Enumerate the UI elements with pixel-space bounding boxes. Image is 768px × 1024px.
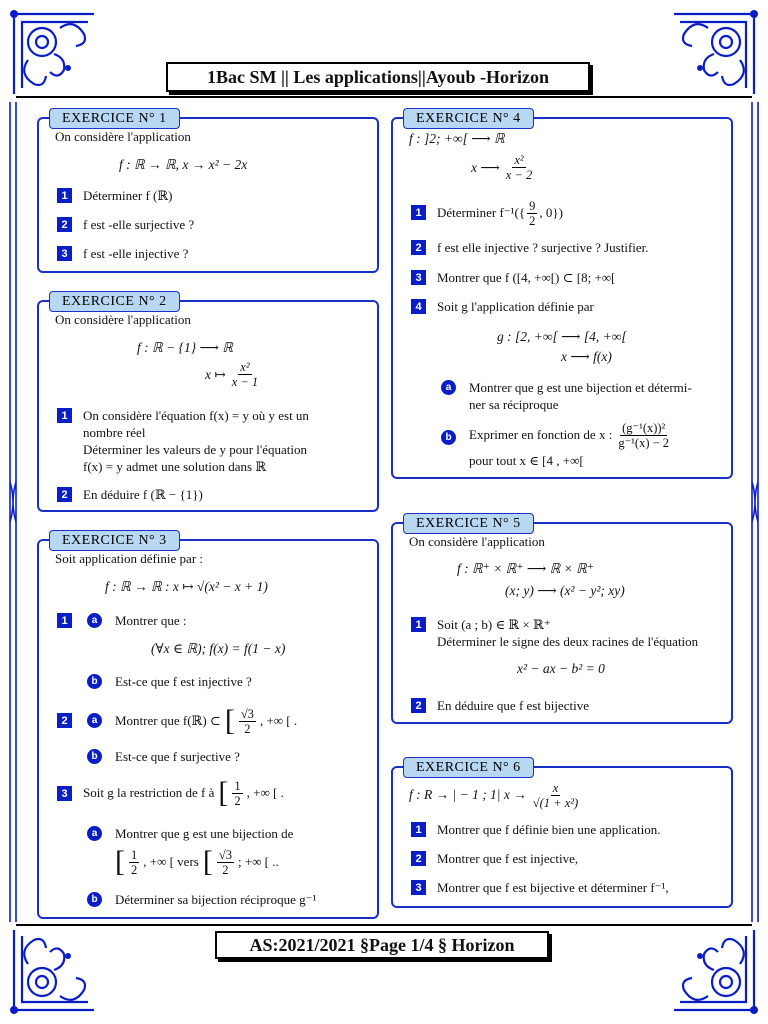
ex4-q2-text: f est elle injective ? surjective ? Justifier. [437, 240, 649, 255]
ex3-q3-post: , +∞ [ . [246, 785, 284, 800]
ex5-formula-line2: (x; y) ⟶ (x² − y²; xy) [505, 583, 625, 598]
ex3-q3a-num1: 1 [131, 847, 138, 862]
ex3-q1a-marker: a [87, 613, 102, 628]
ex5-q1-equation: x² − ax − b² = 0 [517, 661, 605, 676]
exercise-5-box [391, 515, 733, 724]
ex6-fraction [531, 781, 580, 810]
ex4-qb-fraction [616, 421, 671, 450]
ex3-intro: Soit application définie par : [55, 551, 204, 566]
ex4-q1-pre: Déterminer f⁻¹({ [437, 205, 526, 220]
ex1-intro: On considère l'application [55, 129, 191, 144]
corner-ornament-bottom-right [668, 924, 760, 1016]
ex4-formula-line1: f : ]2; +∞[ ⟶ ℝ [409, 131, 505, 146]
ex4-qb-den: g⁻¹(x) − 2 [618, 435, 670, 450]
exercise-2-box [37, 293, 379, 512]
ex4-formula-line2 [471, 153, 534, 182]
ex3-q3a-line1: Montrer que g est une bijection de [115, 826, 294, 841]
ex2-item-2-text: En déduire f (ℝ − {1}) [83, 487, 203, 502]
ex2-item-1-line4: f(x) = y admet une solution dans ℝ [83, 459, 267, 474]
ex6-formula-pre: f : R → | − 1 ; 1| x → [409, 787, 527, 802]
ex3-q3-bracket: [ [218, 776, 229, 809]
ex3-q3a-den2: 2 [222, 862, 229, 877]
ex3-q2a-pre: Montrer que f(ℝ) ⊂ [115, 713, 221, 728]
ex3-q3b-marker: b [87, 892, 102, 907]
ex3-q3a-mid: , +∞ [ vers [143, 854, 199, 869]
exercise-1-box [37, 110, 379, 273]
ex6-item-2-text: Montrer que f est injective, [437, 851, 579, 866]
exercise-4-tag: EXERCICE N° 4 [403, 108, 534, 129]
exercise-1-tag: EXERCICE N° 1 [49, 108, 180, 129]
ex3-q3-num: 1 [234, 778, 241, 793]
ex1-item-1-number: 1 [57, 188, 72, 203]
ex2-formula-line1: f : ℝ − {1} ⟶ ℝ [137, 340, 233, 355]
ex4-q2-number: 2 [411, 240, 426, 255]
ex2-item-2-number: 2 [57, 487, 72, 502]
ex5-q1-line1: Soit (a ; b) ∈ ℝ × ℝ⁺ [437, 617, 551, 632]
ex6-item-2-number: 2 [411, 851, 426, 866]
corner-ornament-top-right [668, 8, 760, 100]
exercise-6-box [391, 759, 733, 908]
ex1-item-2-number: 2 [57, 217, 72, 232]
ex3-q1b-text: Est-ce que f est injective ? [115, 674, 252, 689]
ex5-q1-number: 1 [411, 617, 426, 632]
ex4-q1-num: 9 [529, 198, 536, 213]
ex3-q3a-end: ; +∞ [ .. [237, 854, 279, 869]
ex6-item-1-number: 1 [411, 822, 426, 837]
ex5-formula-line1: f : ℝ⁺ × ℝ⁺ ⟶ ℝ × ℝ⁺ [457, 561, 594, 576]
ex3-q3b-text: Déterminer sa bijection réciproque g⁻¹ [115, 892, 317, 907]
ex2-formula2-left: x ↦ [205, 366, 226, 382]
exercise-5-tag: EXERCICE N° 5 [403, 513, 534, 534]
exercise-3-box [37, 532, 379, 919]
corner-ornament-bottom-left [8, 924, 100, 1016]
ex5-q2-number: 2 [411, 698, 426, 713]
ex1-item-1-text: Déterminer f (ℝ) [83, 188, 173, 203]
footer-label: AS:2021/2021 §Page 1/4 § Horizon [215, 931, 549, 959]
ex4-qa-line2: ner sa réciproque [469, 397, 559, 412]
ex6-item-1-text: Montrer que f définie bien une application. [437, 822, 661, 837]
corner-ornament-top-left [8, 8, 100, 100]
ex3-q3a-den1: 2 [131, 862, 138, 877]
ex2-intro: On considère l'application [55, 312, 191, 327]
ex3-q3a-fraction-2 [217, 848, 234, 877]
ex6-item-3-number: 3 [411, 880, 426, 895]
ex3-q3-number: 3 [57, 786, 72, 801]
ex1-item-3-text: f est -elle injective ? [83, 246, 189, 261]
exercise-6-tag: EXERCICE N° 6 [403, 757, 534, 778]
ex2-fraction-den: x − 1 [231, 375, 259, 389]
ex4-q3-text: Montrer que f ([4, +∞[) ⊂ [8; +∞[ [437, 270, 616, 285]
ex4-qa-marker: a [441, 380, 456, 395]
ex4-qb-line2: pour tout x ∈ [4 , +∞[ [469, 453, 584, 468]
ex3-q3a-bracket-1: [ [115, 845, 125, 878]
ex6-fraction-den: √(1 + x²) [532, 795, 579, 810]
ex6-fraction-num: x [552, 780, 559, 795]
ex3-q2a-fraction [239, 707, 256, 736]
ex3-q3a-marker: a [87, 826, 102, 841]
ex4-qb-pre: Exprimer en fonction de x : [469, 427, 613, 442]
ex4-q3-number: 3 [411, 270, 426, 285]
ex6-item-3-text: Montrer que f est bijective et déterminer f⁻¹, [437, 880, 669, 895]
ex4-g-line1: g : [2, +∞[ ⟶ [4, +∞[ [497, 329, 627, 344]
exercise-3-tag: EXERCICE N° 3 [49, 530, 180, 551]
ex4-q4-number: 4 [411, 299, 426, 314]
ex4-q1-number: 1 [411, 205, 426, 220]
ex3-q2b-text: Est-ce que f surjective ? [115, 749, 240, 764]
ex4-formula2-left: x ⟶ [471, 159, 500, 175]
ex4-qb-num: (g⁻¹(x))² [622, 420, 666, 435]
ex4-g-line2: x ⟶ f(x) [561, 349, 612, 364]
ex3-formula: f : ℝ → ℝ : x ↦ √(x² − x + 1) [105, 579, 268, 594]
footer-rule [16, 924, 752, 926]
header-rule [16, 96, 752, 98]
ex4-qa-line1: Montrer que g est une bijection et détermi- [469, 380, 692, 395]
ex3-q2a-den: 2 [244, 721, 251, 736]
ex3-q2a-num: √3 [240, 706, 254, 721]
ex2-item-1-number: 1 [57, 408, 72, 423]
ex3-q2a-line [115, 703, 297, 739]
ex3-q3a-line2 [115, 843, 279, 881]
exercise-2-tag: EXERCICE N° 2 [49, 291, 180, 312]
ex2-fraction [230, 360, 260, 389]
ex3-q1a-text: Montrer que : [115, 613, 187, 628]
ex4-fraction [504, 153, 534, 182]
ex4-q1-post: , 0}) [539, 205, 563, 220]
ex3-q3-den: 2 [234, 793, 241, 808]
ex2-fraction-num: x² [240, 360, 250, 374]
ex6-formula [409, 778, 580, 812]
ex2-item-1-line1: On considère l'équation f(x) = y où y est un [83, 408, 309, 423]
ex2-item-1-line2: nombre réel [83, 425, 146, 440]
ex3-q2-number: 2 [57, 713, 72, 728]
page-title: 1Bac SM || Les applications||Ayoub -Horizon [166, 62, 590, 92]
ex4-qb-line [469, 417, 671, 453]
exercise-4-box [391, 110, 733, 479]
ex3-q2a-bracket: [ [224, 704, 235, 737]
ex5-q1-line2: Déterminer le signe des deux racines de l'équation [437, 634, 699, 649]
ex3-q1a-formula: (∀x ∈ ℝ); f(x) = f(1 − x) [151, 641, 286, 656]
left-border-ornament [6, 102, 20, 922]
ex3-q1-number: 1 [57, 613, 72, 628]
ex3-q3-pre: Soit g la restriction de f à [83, 785, 215, 800]
ex4-q4-text: Soit g l'application définie par [437, 299, 594, 314]
ex3-q2a-post: , +∞ [ . [259, 713, 298, 728]
ex4-fraction-num: x² [514, 153, 524, 167]
ex3-q3-line [83, 775, 284, 811]
ex4-fraction-den: x − 2 [505, 168, 533, 182]
ex3-q3a-num2: √3 [218, 847, 232, 862]
ex3-q3a-fraction-1 [129, 848, 139, 877]
ex4-q1-fraction [527, 199, 537, 228]
ex1-formula: f : ℝ → ℝ, x → x² − 2x [119, 157, 248, 172]
ex2-item-1-line3: Déterminer les valeurs de y pour l'équation [83, 442, 307, 457]
ex3-q1b-marker: b [87, 674, 102, 689]
ex5-intro: On considère l'application [409, 534, 545, 549]
ex4-qb-marker: b [441, 430, 456, 445]
ex4-q1-den: 2 [529, 213, 536, 228]
ex2-formula-line2 [205, 360, 260, 389]
ex3-q3-fraction [232, 779, 242, 808]
ex5-q2-text: En déduire que f est bijective [437, 698, 589, 713]
ex3-q2b-marker: b [87, 749, 102, 764]
ex1-item-2-text: f est -elle surjective ? [83, 217, 195, 232]
ex1-item-3-number: 3 [57, 246, 72, 261]
ex3-q2a-marker: a [87, 713, 102, 728]
ex4-q1-line [437, 195, 563, 231]
right-border-ornament [748, 102, 762, 922]
ex3-q3a-bracket-2: [ [202, 845, 213, 878]
